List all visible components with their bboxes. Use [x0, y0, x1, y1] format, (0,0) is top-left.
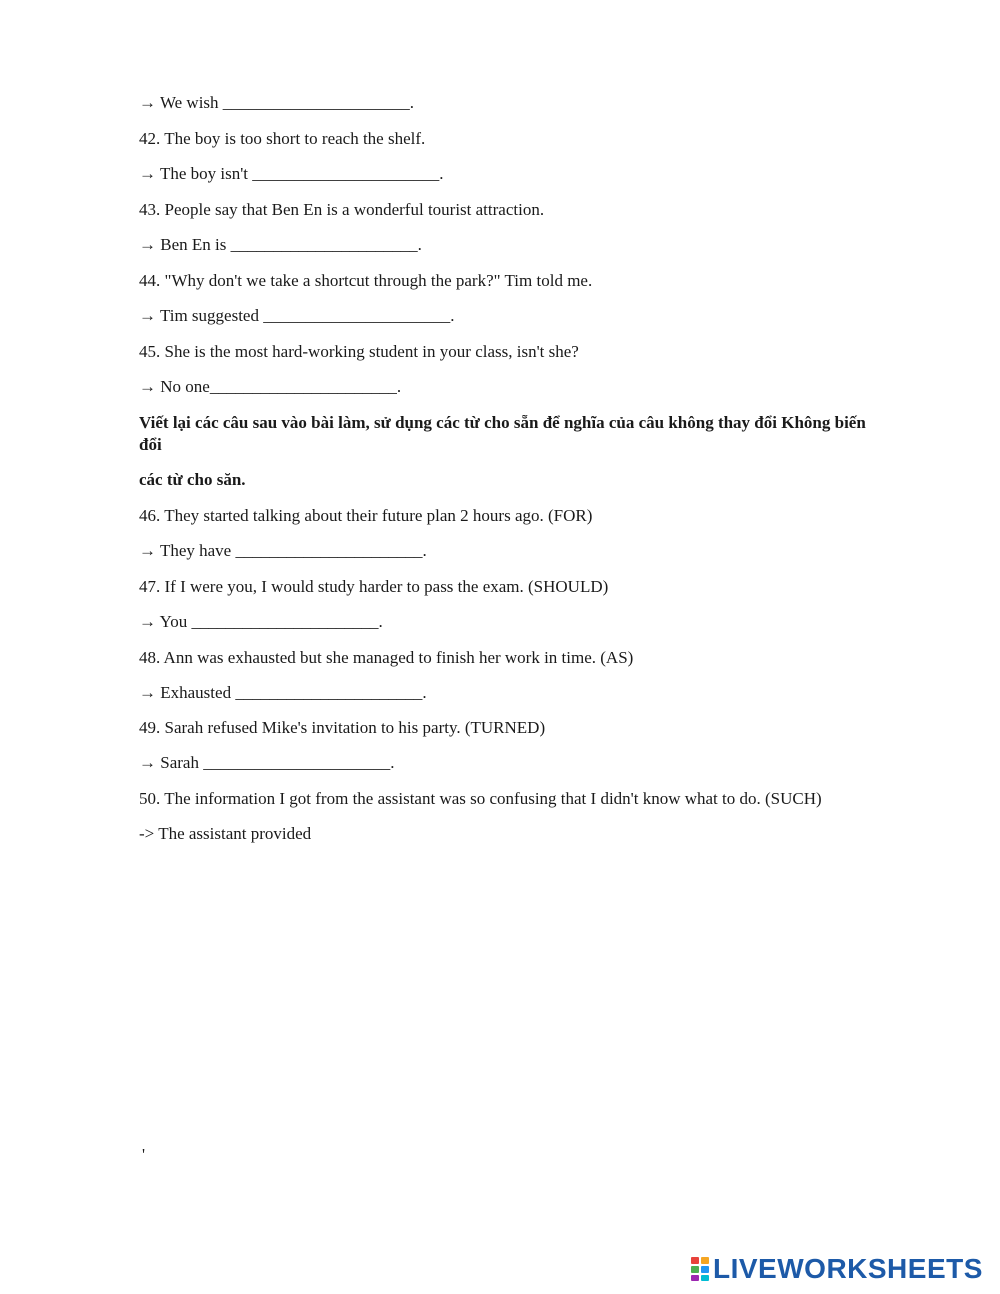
- answer-line-47: → You ______________________.: [139, 612, 383, 631]
- answer-line-49: → Sarah ______________________.: [139, 753, 395, 772]
- question-42: 42. The boy is too short to reach the shelf.: [139, 129, 426, 148]
- liveworksheets-logo-text: LIVEWORKSHEETS: [713, 1253, 983, 1284]
- logo-tile: [701, 1266, 709, 1273]
- answer-line-50: -> The assistant provided: [139, 824, 312, 843]
- question-45: 45. She is the most hard-working student in your class, isn't she?: [139, 342, 579, 361]
- answer-line-48: → Exhausted ______________________.: [139, 683, 427, 702]
- answer-line-42: → The boy isn't ______________________.: [139, 164, 444, 183]
- liveworksheets-logo-icon: [690, 1256, 710, 1282]
- stray-mark: ': [142, 1145, 146, 1164]
- answer-line-41: → We wish ______________________.: [139, 93, 415, 112]
- question-46: 46. They started talking about their future plan 2 hours ago. (FOR): [139, 506, 593, 525]
- question-50: 50. The information I got from the assistant was so confusing that I didn't know what to do. (SUCH): [139, 789, 822, 808]
- answer-line-44: → Tim suggested ______________________.: [139, 306, 455, 325]
- question-49: 49. Sarah refused Mike's invitation to his party. (TURNED): [139, 718, 546, 737]
- logo-tile: [701, 1275, 709, 1281]
- liveworksheets-logo: [690, 1252, 983, 1286]
- question-44: 44. "Why don't we take a shortcut through the park?" Tim told me.: [139, 271, 593, 290]
- logo-tile: [691, 1275, 699, 1281]
- answer-line-43: → Ben En is ______________________.: [139, 235, 422, 254]
- logo-tile: [691, 1266, 699, 1273]
- question-47: 47. If I were you, I would study harder to pass the exam. (SHOULD): [139, 577, 609, 596]
- logo-tile: [701, 1257, 709, 1264]
- answer-line-46: → They have ______________________.: [139, 541, 427, 560]
- question-48: 48. Ann was exhausted but she managed to finish her work in time. (AS): [139, 648, 634, 667]
- question-43: 43. People say that Ben En is a wonderful tourist attraction.: [139, 200, 545, 219]
- section-instruction-continued: các từ cho săn.: [139, 470, 246, 489]
- logo-tile: [691, 1257, 699, 1264]
- answer-line-45: → No one______________________.: [139, 377, 402, 396]
- section-instruction: Viết lại các câu sau vào bài làm, sử dụng các từ cho sẵn để nghĩa của câu không thay đổi Không biến đổi: [139, 413, 866, 454]
